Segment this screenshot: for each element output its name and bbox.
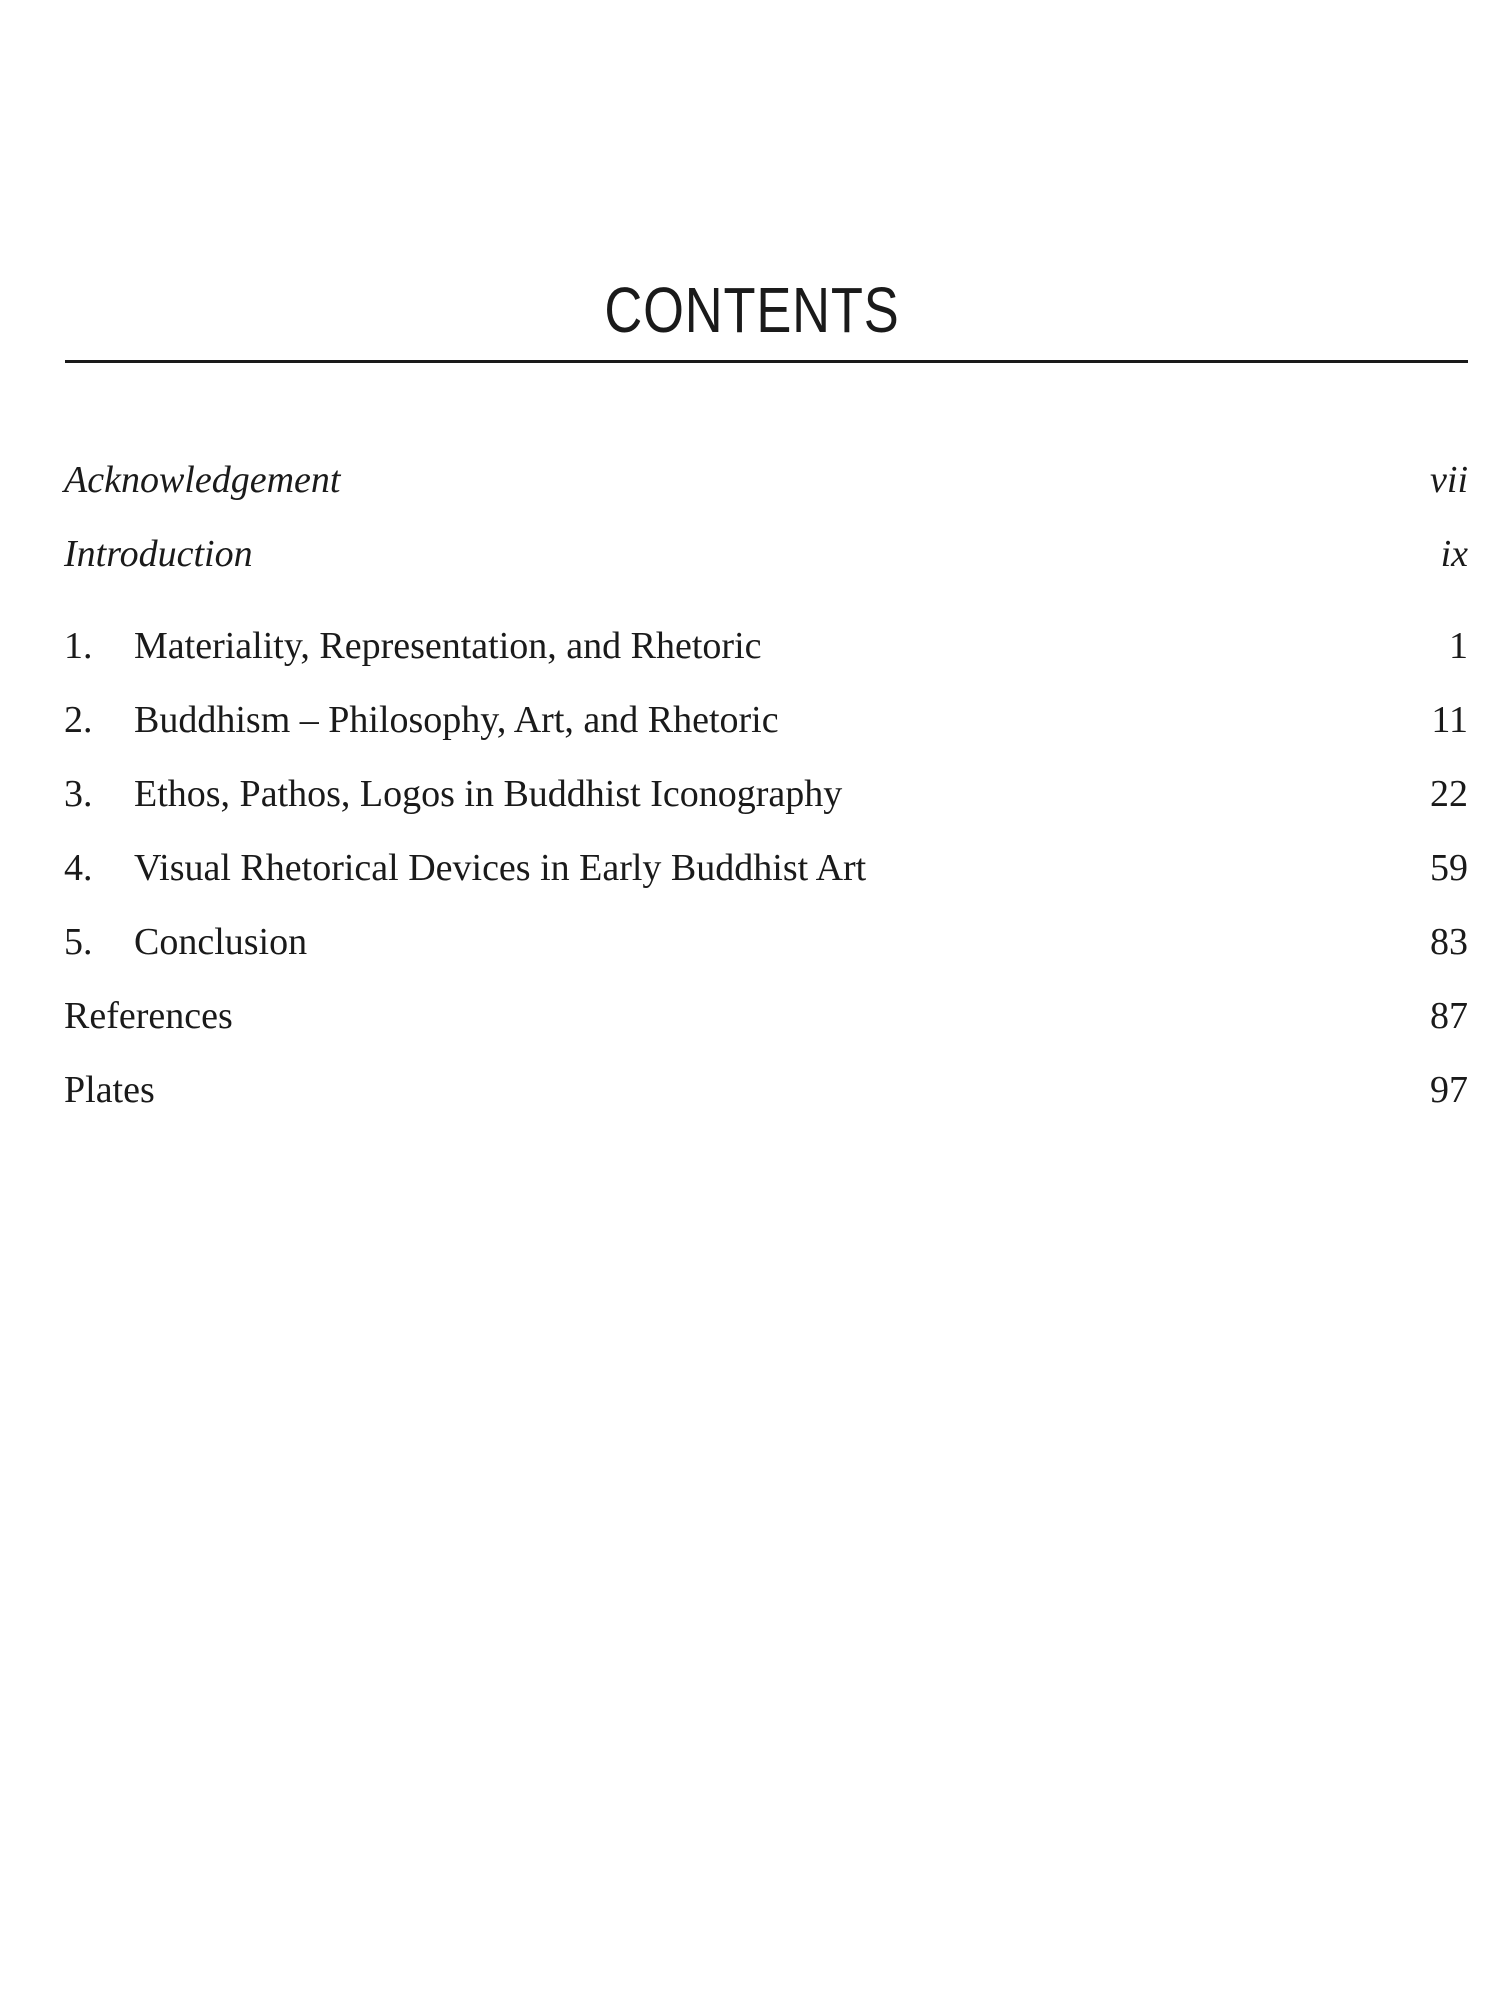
toc-entry-page: ix <box>1440 533 1468 575</box>
toc-entry-acknowledgement[interactable] <box>64 450 1468 510</box>
toc-entry-page: 22 <box>1430 773 1468 815</box>
toc-entry-number: 1. <box>64 625 93 667</box>
toc-entry-label: Ethos, Pathos, Logos in Buddhist Iconography <box>134 773 843 815</box>
toc-entry-page: 59 <box>1430 847 1468 889</box>
title-rule <box>65 360 1468 363</box>
toc-entry-label: Conclusion <box>134 921 308 963</box>
page-title: CONTENTS <box>604 274 900 346</box>
toc-entry-chapter-3[interactable] <box>64 764 1468 824</box>
toc-entry-number: 4. <box>64 847 93 889</box>
toc-entry-page: 87 <box>1430 995 1468 1037</box>
toc-entry-page: 97 <box>1430 1069 1468 1111</box>
toc-entry-number: 5. <box>64 921 93 963</box>
toc-entry-number: 3. <box>64 773 93 815</box>
toc-entry-chapter-5[interactable] <box>64 912 1468 972</box>
toc-entry-label: References <box>64 995 233 1037</box>
toc-entry-plates[interactable] <box>64 1060 1468 1120</box>
toc-entry-label: Introduction <box>64 533 253 575</box>
toc-entry-chapter-1[interactable] <box>64 616 1468 676</box>
toc-entry-page: 1 <box>1449 625 1468 667</box>
toc-entry-page: 11 <box>1431 699 1468 741</box>
toc-entry-introduction[interactable] <box>64 524 1468 584</box>
toc-entry-number: 2. <box>64 699 93 741</box>
toc-entry-label: Materiality, Representation, and Rhetoric <box>134 625 762 667</box>
toc-entry-label: Acknowledgement <box>64 459 341 501</box>
toc-entry-chapter-4[interactable] <box>64 838 1468 898</box>
toc-entry-label: Plates <box>64 1069 155 1111</box>
toc-entry-page: 83 <box>1430 921 1468 963</box>
toc-entry-label: Visual Rhetorical Devices in Early Buddhist Art <box>134 847 867 889</box>
toc-entry-references[interactable] <box>64 986 1468 1046</box>
toc-entry-page: vii <box>1430 459 1468 501</box>
toc-entry-chapter-2[interactable] <box>64 690 1468 750</box>
toc-entry-label: Buddhism – Philosophy, Art, and Rhetoric <box>134 699 779 741</box>
